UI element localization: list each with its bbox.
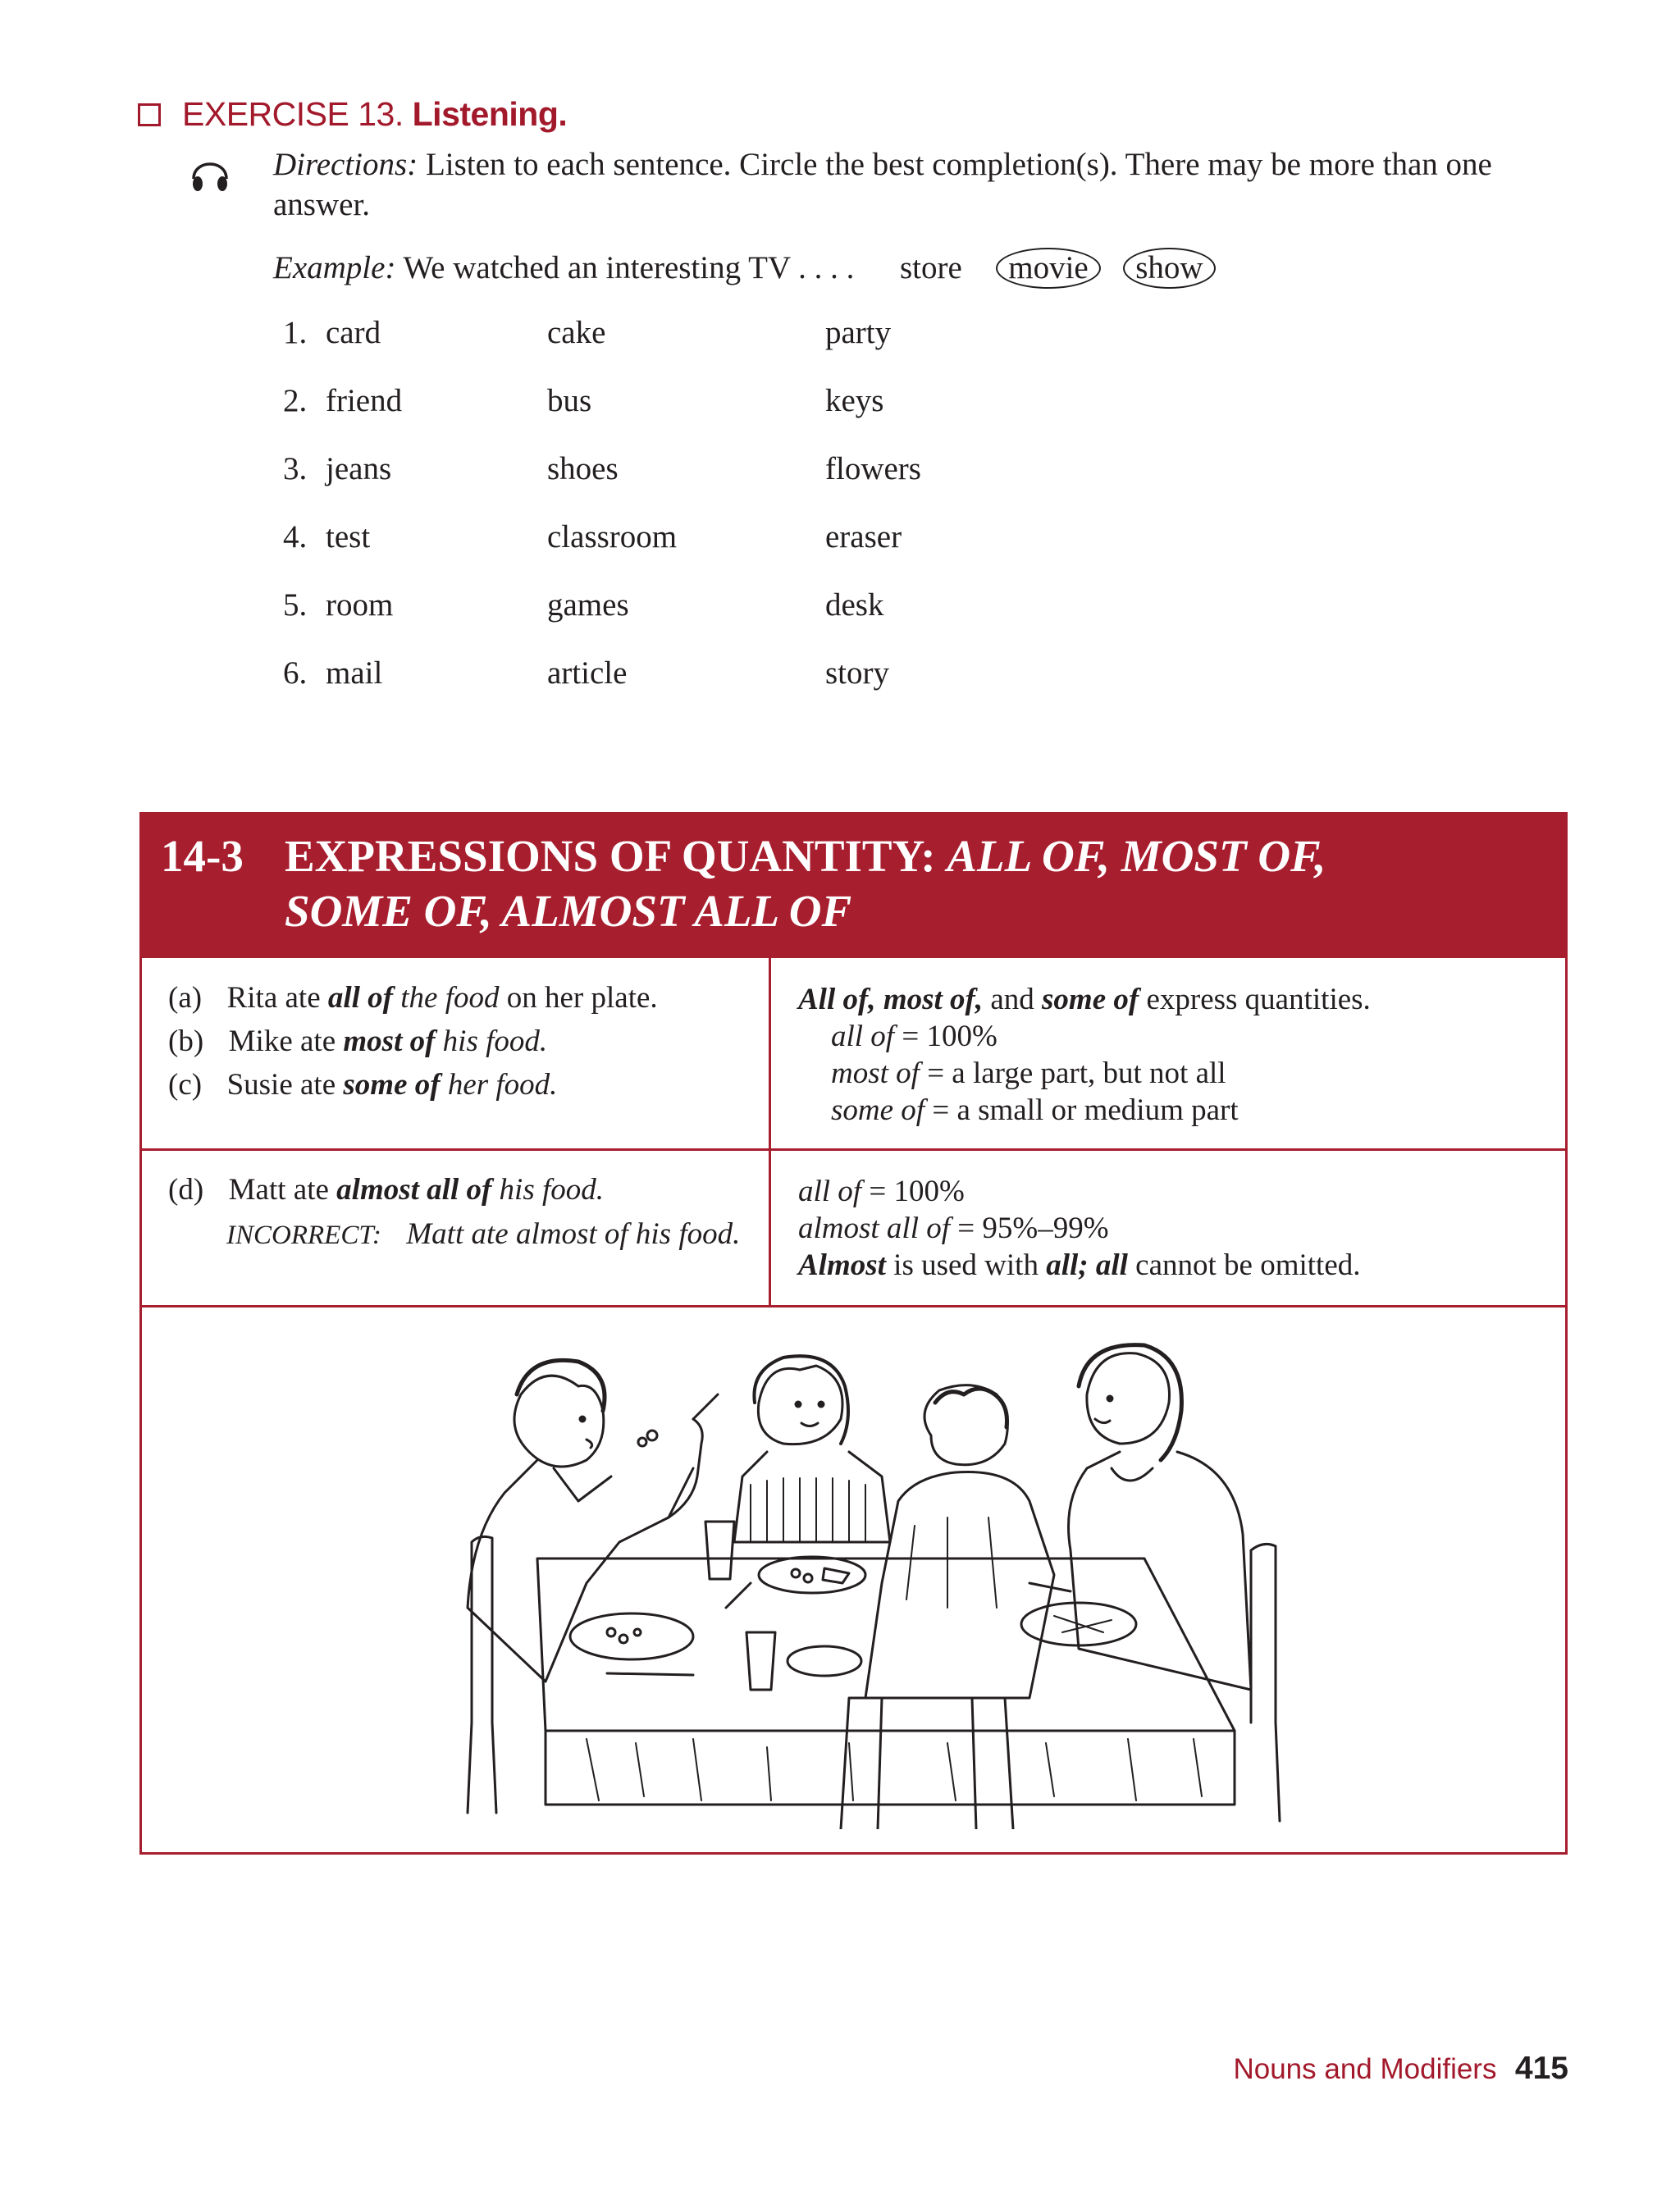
explanation-term: almost all of bbox=[798, 1212, 951, 1245]
item-option[interactable]: keys bbox=[825, 383, 884, 418]
page-number: 415 bbox=[1514, 2051, 1568, 2086]
chair-left bbox=[468, 1536, 496, 1813]
directions-label: Directions: bbox=[273, 147, 418, 182]
explanation-text: and bbox=[990, 983, 1034, 1016]
chart-example-c bbox=[168, 1066, 759, 1110]
item-option[interactable]: games bbox=[547, 587, 629, 623]
item-option[interactable]: card bbox=[326, 315, 381, 350]
chart-examples-2 bbox=[168, 1171, 759, 1254]
chart-explanation-1 bbox=[798, 981, 1553, 1129]
item-number: 4. bbox=[283, 519, 308, 554]
explanation-line bbox=[798, 1210, 1553, 1247]
explanation-line bbox=[798, 1092, 1553, 1129]
item-option[interactable]: test bbox=[326, 519, 371, 554]
explanation-text: cannot be omitted. bbox=[1135, 1248, 1361, 1282]
explanation-bold: all bbox=[1095, 1248, 1128, 1282]
chart-border-right bbox=[1565, 812, 1568, 1855]
item-option[interactable]: cake bbox=[547, 315, 606, 350]
explanation-def: = a small or medium part bbox=[932, 1093, 1239, 1127]
explanation-text: express quantities. bbox=[1146, 983, 1371, 1016]
example-option-show-circled: show bbox=[1123, 248, 1215, 289]
chart-title-italic-2: SOME OF, ALMOST ALL OF bbox=[285, 886, 852, 936]
table-top bbox=[537, 1558, 1235, 1731]
girl-figure bbox=[734, 1356, 890, 1542]
chart-row-divider-1 bbox=[139, 1148, 1568, 1151]
item-number: 2. bbox=[283, 383, 308, 418]
item-option[interactable]: jeans bbox=[326, 451, 392, 486]
exercise-number: EXERCISE 13. bbox=[182, 95, 404, 133]
mother-figure bbox=[1069, 1345, 1252, 1690]
directions-text: Listen to each sentence. Circle the best completion(s). There may be more than one answer. bbox=[273, 147, 1492, 222]
example-label: (a) bbox=[168, 981, 203, 1015]
exercise-item-3 bbox=[0, 450, 1680, 491]
father-figure bbox=[468, 1360, 718, 1682]
explanation-line bbox=[798, 1173, 1553, 1210]
item-option[interactable]: classroom bbox=[547, 519, 678, 554]
chart-example-a bbox=[168, 979, 759, 1023]
chart-border-left bbox=[139, 958, 142, 1855]
example-text: on her plate. bbox=[506, 981, 658, 1015]
exercise-name: Listening. bbox=[412, 95, 568, 133]
explanation-rule bbox=[798, 1247, 1553, 1284]
example-label: (c) bbox=[168, 1068, 203, 1102]
example-text: Susie ate bbox=[226, 1068, 336, 1102]
exercise-item-2 bbox=[0, 382, 1680, 423]
chair-right bbox=[1251, 1544, 1280, 1821]
explanation-text: is used with bbox=[893, 1248, 1039, 1282]
incorrect-text: Matt ate almost of his food. bbox=[406, 1217, 741, 1251]
explanation-term: all of bbox=[798, 1175, 862, 1208]
chart-example-b bbox=[168, 1023, 759, 1066]
explanation-term: all of bbox=[831, 1020, 895, 1053]
example-italic: his food. bbox=[442, 1025, 548, 1058]
plate bbox=[570, 1613, 693, 1659]
example-label: Example: bbox=[273, 250, 396, 285]
explanation-def: = a large part, but not all bbox=[927, 1056, 1226, 1090]
item-option[interactable]: shoes bbox=[547, 451, 619, 486]
exercise-item-6 bbox=[0, 655, 1680, 696]
page-footer bbox=[1233, 2051, 1568, 2087]
directions bbox=[273, 144, 1528, 225]
item-option[interactable]: party bbox=[825, 315, 892, 350]
chart-row-divider-2 bbox=[139, 1305, 1568, 1307]
chart-examples-1 bbox=[168, 979, 759, 1110]
item-number: 6. bbox=[283, 655, 308, 691]
item-option[interactable]: bus bbox=[547, 383, 592, 418]
explanation-line bbox=[798, 1018, 1553, 1055]
example-bold: some of bbox=[343, 1068, 441, 1102]
example-text: Matt ate bbox=[228, 1173, 329, 1207]
item-number: 3. bbox=[283, 451, 308, 486]
example-label: (d) bbox=[168, 1173, 204, 1207]
example-sentence: We watched an interesting TV . . . . bbox=[403, 250, 855, 285]
chart-title-italic-1: ALL OF, MOST OF, bbox=[947, 831, 1326, 881]
headphones-icon bbox=[187, 151, 233, 197]
example-text: Rita ate bbox=[226, 981, 321, 1015]
exercise-title bbox=[182, 95, 567, 134]
example-bold: most of bbox=[343, 1025, 436, 1058]
explanation-bold: most of, bbox=[883, 983, 984, 1016]
example-option-store: store bbox=[899, 250, 962, 285]
explanation-def: = 100% bbox=[869, 1175, 965, 1208]
item-option[interactable]: room bbox=[326, 587, 394, 623]
chart-title bbox=[285, 830, 1326, 882]
chart-explanation-2 bbox=[798, 1173, 1553, 1284]
example-text: Mike ate bbox=[228, 1025, 336, 1058]
boy-figure bbox=[865, 1385, 1054, 1698]
chart-example-d bbox=[168, 1171, 759, 1216]
example-line bbox=[273, 248, 1216, 289]
explanation-bold: All of, bbox=[798, 983, 876, 1016]
chart-section-number: 14-3 bbox=[161, 831, 244, 881]
explanation-line bbox=[798, 1055, 1553, 1092]
explanation-intro bbox=[798, 981, 1553, 1018]
item-option[interactable]: desk bbox=[825, 587, 884, 623]
chart-border-bottom bbox=[139, 1852, 1568, 1855]
item-option[interactable]: article bbox=[547, 655, 628, 691]
glass bbox=[746, 1632, 775, 1690]
explanation-def: = 100% bbox=[902, 1020, 998, 1053]
example-bold: almost all of bbox=[336, 1173, 492, 1207]
explanation-bold: some of bbox=[1042, 983, 1139, 1016]
example-italic: her food. bbox=[447, 1068, 558, 1102]
incorrect-label: INCORRECT: bbox=[226, 1221, 381, 1250]
plate bbox=[788, 1646, 861, 1676]
example-label: (b) bbox=[168, 1025, 204, 1058]
item-option[interactable]: eraser bbox=[825, 519, 902, 554]
example-italic: the food bbox=[400, 981, 500, 1015]
example-italic: his food. bbox=[499, 1173, 605, 1207]
chapter-title: Nouns and Modifiers bbox=[1233, 2053, 1497, 2085]
explanation-term: most of bbox=[831, 1056, 920, 1090]
explanation-bold: Almost bbox=[798, 1248, 886, 1282]
exercise-item-5 bbox=[0, 586, 1680, 628]
item-option[interactable]: flowers bbox=[825, 451, 921, 486]
item-option[interactable]: story bbox=[825, 655, 889, 691]
item-option[interactable]: friend bbox=[326, 383, 403, 418]
explanation-def: = 95%–99% bbox=[957, 1212, 1109, 1245]
item-number: 5. bbox=[283, 587, 308, 623]
exercise-checkbox[interactable] bbox=[138, 103, 161, 126]
family-dinner-illustration bbox=[422, 1337, 1308, 1829]
example-bold: all of bbox=[327, 981, 394, 1015]
explanation-bold: all; bbox=[1046, 1248, 1089, 1282]
incorrect-example bbox=[168, 1216, 759, 1254]
chair-front bbox=[841, 1698, 1013, 1829]
explanation-term: some of bbox=[831, 1093, 925, 1127]
chart-column-divider bbox=[769, 958, 771, 1307]
chart-title-prefix: EXPRESSIONS OF QUANTITY: bbox=[285, 831, 936, 881]
item-number: 1. bbox=[283, 315, 308, 350]
item-option[interactable]: mail bbox=[326, 655, 383, 691]
example-option-movie-circled: movie bbox=[996, 248, 1100, 289]
exercise-item-1 bbox=[0, 314, 1680, 355]
exercise-item-4 bbox=[0, 518, 1680, 559]
glass bbox=[705, 1522, 734, 1579]
